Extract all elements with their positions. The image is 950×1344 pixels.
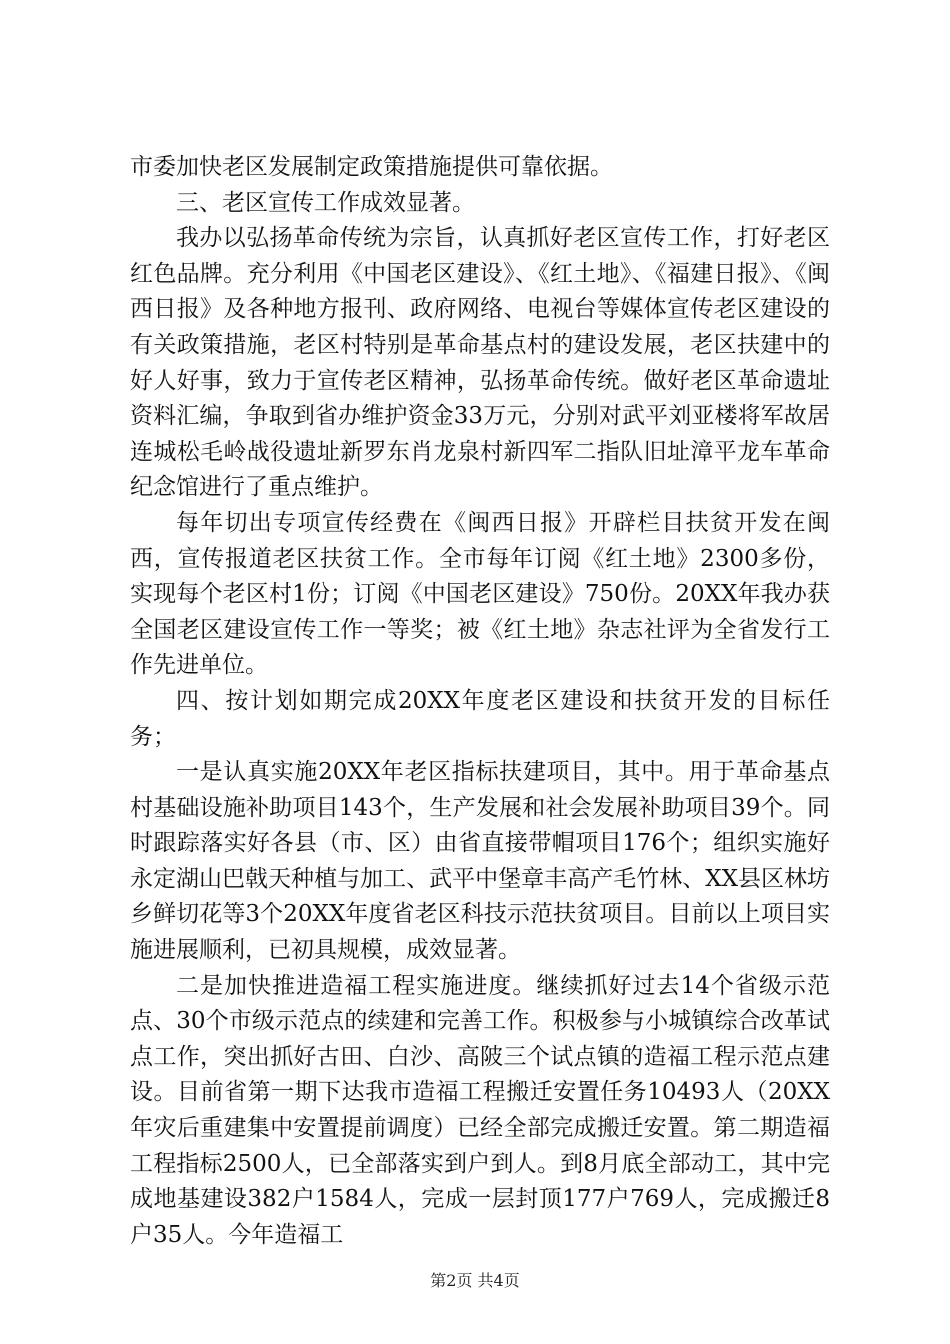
paragraph-funding: 每年切出专项宣传经费在《闽西日报》开辟栏目扶贫开发在闽西，宣传报道老区扶贫工作。全市每年订阅《红土地》2300多份，实现每个老区村1份；订阅《中国老区建设》750份。20XX年我办获全国老区建设宣传工作一等奖；被《红土地》杂志社评为全省发行工作先进单位。 — [130, 509, 830, 679]
section-heading-3: 三、老区宣传工作成效显著。 — [176, 189, 475, 216]
page-number-footer: 第2页 共4页 — [430, 1271, 520, 1290]
paragraph-publicity: 我办以弘扬革命传统为宗旨，认真抓好老区宣传工作，打好老区红色品牌。充分利用《中国老区建设》、《红土地》、《福建日报》、《闽西日报》及各种地方报刊、政府网络、电视台等媒体宣传老区建设的有关政策措施，老区村特别是革命基点村的建设发展，老区扶建中的好人好事，致力于宣传老区精神，弘扬革命传统。做好老区革命遗址资料汇编，争取到省办维护资金33万元，分别对武平刘亚楼将军故居连城松毛岭战役遗址新罗东肖龙泉村新四军二指队旧址漳平龙车革命纪念馆进行了重点维护。 — [130, 225, 830, 501]
section-heading-4: 四、按计划如期完成20XX年度老区建设和扶贫开发的目标任务； — [130, 687, 830, 750]
paragraph-item-2: 二是加快推进造福工程实施进度。继续抓好过去14个省级示范点、30个市级示范点的续建和完善工作。积极参与小城镇综合改革试点工作，突出抓好古田、白沙、高陂三个试点镇的造福工程示范点建设。目前省第一期下达我市造福工程搬迁安置任务10493人（20XX年灾后重建集中安置提前调度）已经全部完成搬迁安置。第二期造福工程指标2500人，已全部落实到户到人。到8月底全部动工，其中完成地基建设382户1584人，完成一层封顶177户769人，完成搬迁8户35人。今年造福工 — [130, 972, 830, 1248]
document-body — [130, 150, 830, 1253]
paragraph-continuation: 市委加快老区发展制定政策措施提供可靠依据。 — [130, 154, 613, 180]
paragraph-item-1: 一是认真实施20XX年老区指标扶建项目，其中。用于革命基点村基础设施补助项目143个，生产发展和社会发展补助项目39个。同时跟踪落实好各县（市、区）由省直接带帽项目176个；组织实施好永定湖山巴戟天种植与加工、武平中堡章丰高产毛竹林、XX县区林坊乡鲜切花等3个20XX年度省老区科技示范扶贫项目。目前以上项目实施进展顺利，已初具规模，成效显著。 — [130, 759, 830, 964]
